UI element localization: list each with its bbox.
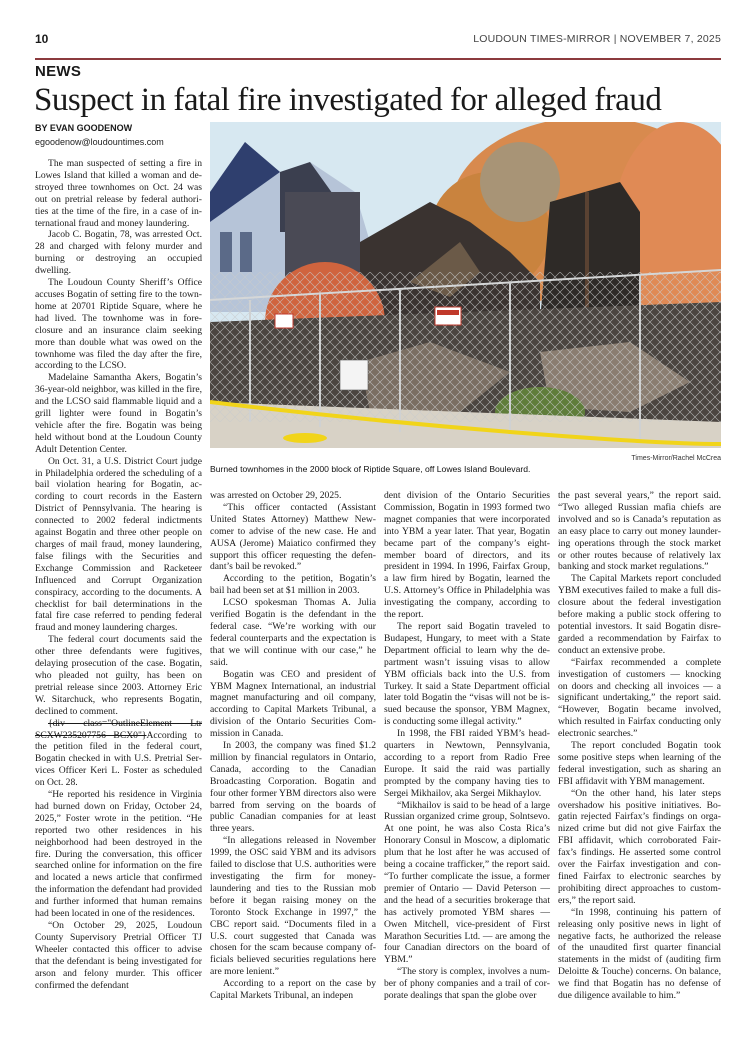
byline: BY EVAN GOODENOW: [35, 123, 133, 133]
article-column-2: [210, 490, 376, 1002]
paragraph: Bogatin was CEO and president of YBM Magnex International, an industrial magnet manufacturing and oil company, according to Capital Markets Tribunal, a division of the Ontario Securities Commission in Canada.: [210, 668, 376, 740]
page-number: 10: [35, 32, 49, 46]
paragraph: “On the other hand, his later steps overshadow his positive initiatives. Bogatin rejected Fairfax’s findings on organized crime but did not give Fairfax the FBI affidavit, which corroborated Fairfax’s findings. He asserted some control over the Fairfax investigation and confined Fairfax to electronic searches by prohibiting direct approaches to customers,” the report said.: [558, 787, 721, 906]
photo-caption: Burned townhomes in the 2000 block of Riptide Square, off Lowes Island Boulevard.: [210, 464, 531, 474]
publication-dateline: LOUDOUN TIMES-MIRROR | NOVEMBER 7, 2025: [473, 33, 721, 45]
paragraph: “Fairfax recommended a complete investigation of customers — knocking on doors and checking all invoices — a significant undertaking,” the report said. “However, Bogatin became involved, which resulted in Fairfax conducting only electronic searches.”: [558, 656, 721, 740]
paragraph: The report concluded Bogatin took some positive steps when learning of the federal investigation, such as sharing an FBI affidavit with YBM management.: [558, 740, 721, 787]
paragraph: On Oct. 31, a U.S. District Court judge in Philadelphia ordered the scheduling of a bail violation hearing for Bogatin, according to court records in the Eastern District of Pennsylvania. The hearing is connected to 2002 federal indictments against Bogatin and three other people on charges of mail fraud, money laundering, false filings with the Securities and Exchange Commission and Racketeer Influenced and Corrupt Organization conspiracy, according to the documents. A checklist for bail determinations in the fatal fire case referred to pending federal fraud and money laundering charges.: [35, 455, 202, 634]
paragraph-continued: dent division of the Ontario Securities Commission, Bogatin in 1993 formed two magnet companies that were incorporated into YBM a year later. That year, Bogatin became part of the company’s eight-member board of directors, and its president in 1994. In 1996, Fairfax Group, a law firm hired by Bogatin, learned the U.S. Attorney’s Office in Philadelphia was investigating the company, according to the report.: [384, 490, 550, 621]
burned-townhomes-photo: [210, 122, 721, 448]
paragraph: The report said Bogatin traveled to Budapest, Hungary, to meet with a State Department official to learn why the department wasn’t issuing visas to allow YBM officials back into the U.S. from Turkey. It said a State Department official later told Bogatin the “visas will not be issued because the sponsor, YBM Magnex, is conducting some illegal activity.”: [384, 620, 550, 728]
paragraph-continued: the past several years,” the report said. “Two alleged Russian mafia chiefs are involved and so is Canada’s reputation as an easy place to carry out money laundering operations through the stock market or other routes because of relatively lax banking and stock market regulations.”: [558, 490, 721, 573]
paragraph: The man suspected of setting a fire in Lowes Island that killed a woman and destroyed three townhomes on Oct. 24 was out on pretrial release by federal authorities at the time of the fire, in a case of international fraud and money laundering.: [35, 158, 202, 229]
author-email[interactable]: egoodenow@loudountimes.com: [35, 137, 164, 147]
paragraph: The federal court documents said the other three defendants were fugitives, delaying prosecution of the case. Bogatin, who pleaded not guilty, has been on pretrial release since 2003. Attorney Eric W. Sitarchuck, who represents Bogatin, declined to comment.: [35, 634, 202, 717]
photo-credit: Times-Mirror/Rachel McCrea: [631, 455, 721, 462]
stray-html-markup: {div class="OutlineElement Ltr SCXW235207756 BCX0"}: [35, 717, 202, 741]
paragraph: In 2003, the company was fined $1.2 million by financial regulators in Ontario, Canada, according to the Canadian Broadcasting Corporation. Bogatin and four other former YBM directors also were barred from serving on the boards of public Canadian companies for at least three years.: [210, 740, 376, 835]
article-column-3: [384, 490, 550, 1002]
paragraph: According to a report on the case by Capital Markets Tribunal, an indepen: [210, 978, 376, 1002]
paragraph: Madelaine Samantha Akers, Bogatin’s 36-year-old neighbor, was killed in the fire, and the LCSO said flammable liquid and a grill lighter were found in Bogatin’s vehicle after the fire. Bogatin was being held without bond at the Loudoun County Adult Detention Center.: [35, 372, 202, 455]
header-rule: [35, 58, 721, 60]
paragraph: “In 1998, continuing his pattern of releasing only positive news in light of negative facts, he authorized the release of the unaudited first quarter financial statements in the midst of (auditing firm Deloitte & Touche) concerns. On balance, we find that Bogatin has no defense of due diligence available to him.”: [558, 906, 721, 1002]
paragraph-continued: was arrested on October 29, 2025.: [210, 490, 342, 501]
paragraph: LCSO spokesman Thomas A. Julia verified Bogatin is the defendant in the federal case. “We’re working with our federal counterparts and the expectation is that we will continue with our case,” he said.: [210, 597, 376, 668]
paragraph: “On October 29, 2025, Loudoun County Supervisory Pretrial Officer TJ Wheeler contacted this officer to advise that the defendant is being investigated for arson and felony murder. This officer confirmed the defendant: [35, 920, 202, 991]
paragraph: Jacob C. Bogatin, 78, was arrested Oct. 28 and charged with felony murder and burning or destroying an occupied dwelling.: [35, 229, 202, 277]
news-photo: [210, 122, 721, 448]
paragraph: In 1998, the FBI raided YBM’s headquarters in Newtown, Pennsylvania, according to a report from Radio Free Europe. It said the raid was partially prompted by the company having ties to Sergei Mikhailov, aka Sergei Mikhaylov.: [384, 728, 550, 799]
article-column-1: [35, 158, 202, 991]
paragraph: “In allegations released in November 1999, the OSC said YBM and its advisors failed to disclose that U.S. authorities were investigating the firm for money-laundering and ties to the Russian mob before it began raising money on the Toronto Stock Exchange in 1997,” the CBC report said. “Documents filed in a U.S. court suggested that Canada was chosen for the scam because company officials believed securities regulations here are more lenient.”: [210, 835, 376, 978]
paragraph: “He reported his residence in Virginia had burned down on Friday, October 24, 2025,” Foster wrote in the petition. “He reported two other residences in his neighborhood had been destroyed in the fire. During the conversation, this officer searched online for information on the fire and located a news article that confirmed the information the defendant had provided and further informed that human remains had been located in one of the residences.: [35, 789, 202, 920]
paragraph-with-stray-markup: [35, 718, 202, 789]
paragraph: According to the petition, Bogatin’s bail had been set at $1 million in 2003.: [210, 573, 376, 597]
paragraph-text: According to the petition filed in the federal court, Bogatin checked in with U.S. Pretrial Services Officer Keri L. Foster as scheduled on Oct. 28.: [35, 729, 202, 789]
headline: Suspect in fatal fire investigated for alleged fraud: [34, 82, 662, 118]
section-label: NEWS: [35, 63, 82, 80]
paragraph: “Mikhailov is said to be head of a large Russian organized crime group, Solntsevo. At one point, he was also Costa Rica’s Honorary Consul in Moscow, a diplomatic plum that he lost after he was accused of being a cocaine trafficker,” the report said. “To further complicate the issue, a former premier of Ontario — David Peterson — and the head of a securities brokerage that has actively promoted YBM shares — Owen Mitchell, vice-president of First Marathon Securities Ltd. — are among the four Canadian directors on the board of YBM.”: [384, 799, 550, 966]
paragraph: The Capital Markets report concluded YBM executives failed to make a full disclosure about the federal investigation before making a public stock offering to potential investors. It said Bogatin disregarded a recommendation by Fairfax to conduct an extensive probe.: [558, 573, 721, 656]
paragraph: “This officer contacted (Assistant United States Attorney) Matthew Newcomer to advise of the new case. He and AUSA (Jerome) Maiatico confirmed they support this officer requesting the defendant’s bail be revoked.”: [210, 501, 376, 573]
paragraph: The Loudoun County Sheriff’s Office accuses Bogatin of setting fire to the townhome at 20701 Riptide Square, where he had lived. The townhome was in foreclosure and an insurance claim seeking more than double what was owed on the townhome was filed the day after the fire, according to the LCSO.: [35, 277, 202, 372]
article-column-4: [558, 490, 721, 1002]
paragraph: “The story is complex, involves a number of phony companies and a trail of corporate dealings that span the globe over: [384, 966, 550, 1002]
